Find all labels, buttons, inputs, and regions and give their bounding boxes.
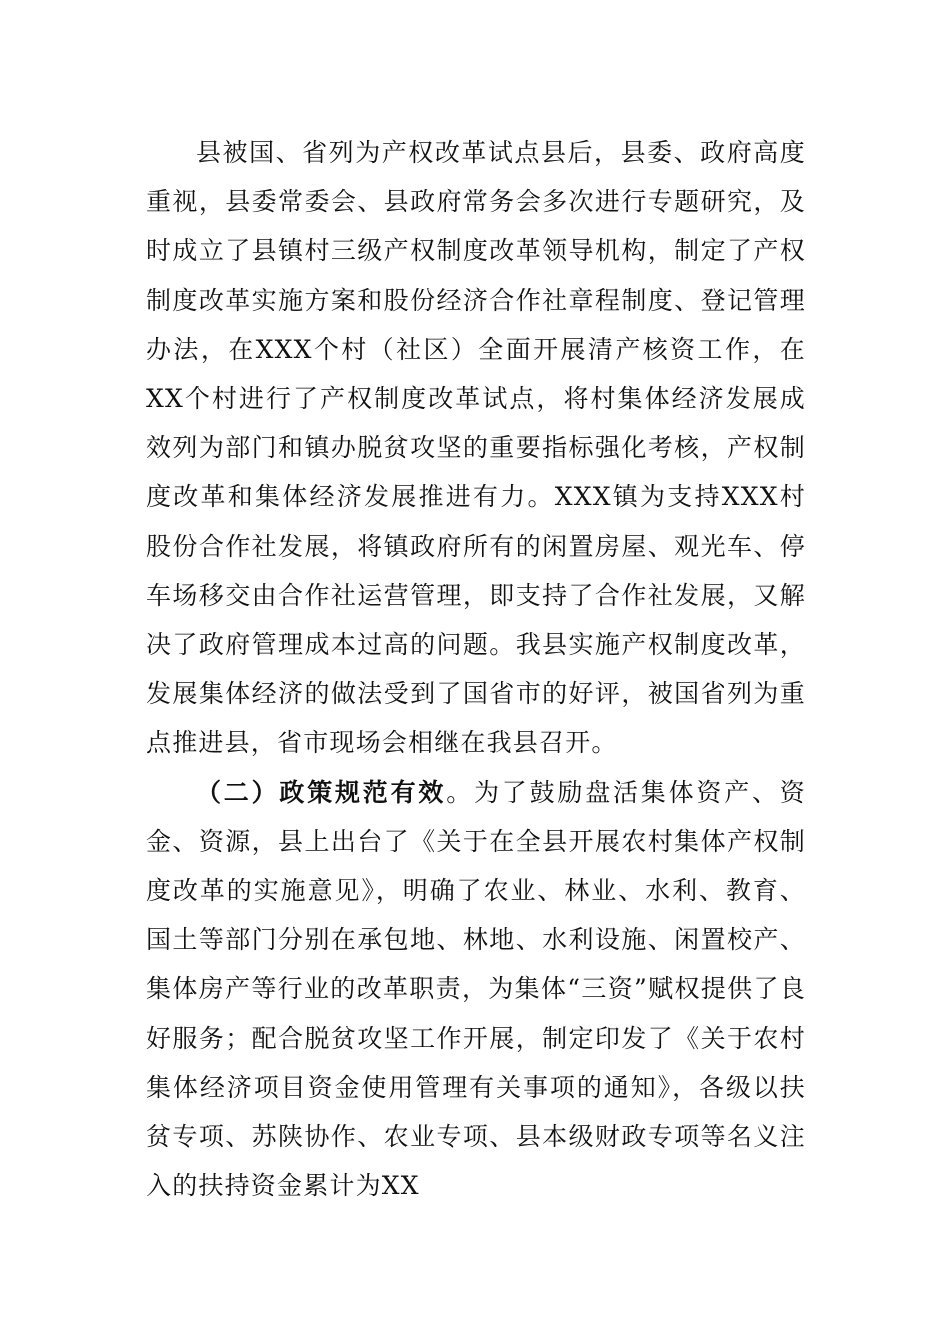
paragraph-1-text: 县被国、省列为产权改革试点县后，县委、政府高度重视，县委常委会、县政府常务会多次进行专题研究，及时成立了县镇村三级产权制度改革领导机构，制定了产权制度改革实施方案和股份经济合作社章程制度、登记管理办法，在XXX个村（社区）全面开展清产核资工作，在XX个村进行了产权制度改革试点，将村集体经济发展成效列为部门和镇办脱贫攻坚的重要指标强化考核，产权制度改革和集体经济发展推进有力。XXX镇为支持XXX村股份合作社发展，将镇政府所有的闲置房屋、观光车、停车场移交由合作社运营管理，即支持了合作社发展，又解决了政府管理成本过高的问题。我县实施产权制度改革，发展集体经济的做法受到了国省市的好评，被国省列为重点推进县，省市现场会相继在我县召开。 [146,138,806,758]
paragraph-reform-pilot [146,128,806,768]
document-body [146,128,806,1210]
paragraph-2-text: 。为了鼓励盘活集体资产、资金、资源，县上出台了《关于在全县开展农村集体产权制度改革的实施意见》，明确了农业、林业、水利、教育、国土等部门分别在承包地、林地、水利设施、闲置校产、集体房产等行业的改革职责，为集体“三资”赋权提供了良好服务；配合脱贫攻坚工作开展，制定印发了《关于农村集体经济项目资金使用管理有关事项的通知》，各级以扶贫专项、苏陕协作、农业专项、县本级财政专项等名义注入的扶持资金累计为XX [146,777,806,1201]
paragraph-policy [146,768,806,1211]
section-heading-policy: （二）政策规范有效 [196,777,447,807]
